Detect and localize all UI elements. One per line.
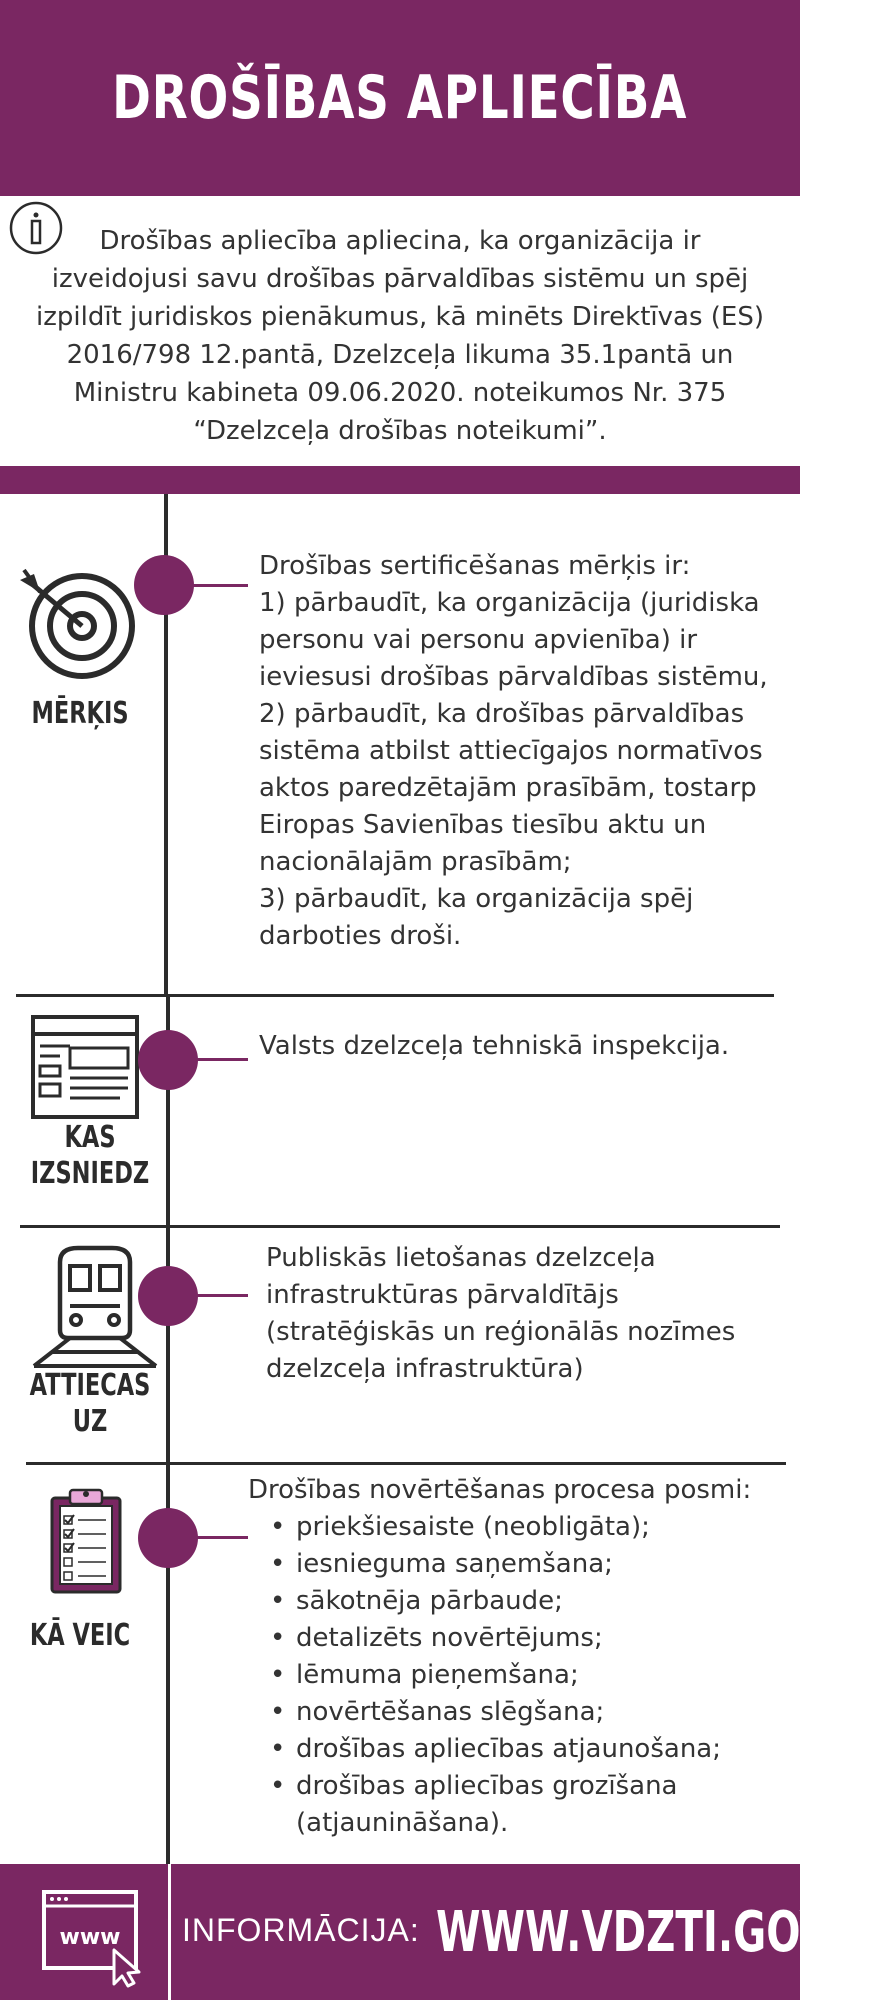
- section-label-attiecas-uz: [23, 1368, 158, 1440]
- section-label-merkis: MĒRĶIS: [31, 696, 129, 731]
- list-item: • novērtēšanas slēgšana;: [296, 1694, 788, 1731]
- timeline-connector: [196, 1294, 248, 1297]
- list-item-continuation: (atjaunināšana).: [296, 1808, 509, 1838]
- steps-list: [248, 1509, 788, 1805]
- clipboard-checklist-icon: [48, 1486, 124, 1596]
- intro-line: Drošības apliecība apliecina, ka organizācija ir: [99, 226, 701, 256]
- text-line: ieviesusi drošības pārvaldības sistēmu,: [259, 662, 768, 692]
- list-item: • lēmuma pieņemšana;: [296, 1657, 788, 1694]
- info-label: INFORMĀCIJA:: [182, 1912, 420, 1948]
- timeline-dot: [134, 555, 194, 615]
- text-line: personu vai personu apvienība) ir: [259, 625, 698, 655]
- text-line: 1) pārbaudīt, ka organizācija (juridiska: [259, 588, 760, 618]
- document-layout-icon: [30, 1014, 140, 1120]
- timeline-line: [166, 994, 170, 1864]
- steps-intro: Drošības novērtēšanas procesa posmi:: [248, 1475, 752, 1505]
- text-line: nacionālajām prasībām;: [259, 847, 572, 877]
- list-item: • drošības apliecības atjaunošana;: [296, 1731, 788, 1768]
- text-line: sistēma atbilst attiecīgajos normatīvos: [259, 736, 763, 766]
- timeline-connector: [196, 1058, 248, 1061]
- timeline-connector: [192, 584, 248, 587]
- website-link[interactable]: WWW.VDZTI.GOV.LV: [436, 1900, 892, 1965]
- intro-line: izveidojusi savu drošības pārvaldības sistēmu un spēj: [51, 264, 749, 294]
- section-label-kas-izsniedz: [23, 1120, 158, 1192]
- timeline-dot: [138, 1266, 198, 1326]
- header-banner: [0, 0, 800, 196]
- timeline-dot: [138, 1030, 198, 1090]
- section-label-ka-veic: KĀ VEIC: [29, 1618, 131, 1653]
- timeline-connector: [196, 1536, 248, 1539]
- intro-text: [30, 222, 770, 450]
- text-line: 2) pārbaudīt, ka drošības pārvaldības: [259, 699, 745, 729]
- footer-divider: [168, 1864, 171, 2000]
- section-text-attiecas-uz: [266, 1240, 786, 1388]
- list-item: • detalizēts novērtējums;: [296, 1620, 788, 1657]
- list-item: • priekšiesaiste (neobligāta);: [296, 1509, 788, 1546]
- footer: [0, 1864, 892, 2000]
- list-item: • drošības apliecības grozīšana: [296, 1768, 788, 1805]
- section-divider: [20, 1225, 780, 1228]
- text-line: aktos paredzētajām prasībām, tostarp: [259, 773, 757, 803]
- section-text-ka-veic: [248, 1472, 788, 1842]
- text-line: dzelzceļa infrastruktūra): [266, 1354, 584, 1384]
- intro-line: Ministru kabineta 09.06.2020. noteikumos Nr. 375: [73, 378, 727, 408]
- section-divider: [26, 1462, 786, 1465]
- label-line: KAS: [64, 1120, 116, 1155]
- section-text-kas-izsniedz: Valsts dzelzceļa tehniskā inspekcija.: [259, 1031, 730, 1061]
- section-divider: [16, 994, 774, 997]
- label-line: ATTIECAS: [29, 1368, 151, 1403]
- page-title: DROŠĪBAS APLIECĪBA: [112, 63, 688, 133]
- list-item: • iesnieguma saņemšana;: [296, 1546, 788, 1583]
- intro-line: izpildīt juridiskos pienākumus, kā minēts Direktīvas (ES): [36, 302, 764, 332]
- text-line: 3) pārbaudīt, ka organizācija spēj: [259, 884, 694, 914]
- text-line: darboties droši.: [259, 921, 462, 951]
- text-line: (stratēģiskās un reģionālās nozīmes: [266, 1317, 736, 1347]
- target-arrow-icon: [14, 566, 138, 682]
- text-line: Eiropas Savienības tiesību aktu un: [259, 810, 707, 840]
- label-line: UZ: [72, 1404, 108, 1439]
- list-item: • sākotnēja pārbaude;: [296, 1583, 788, 1620]
- text-line: Drošības sertificēšanas mērķis ir:: [259, 551, 691, 581]
- section-text-merkis: [259, 548, 789, 955]
- label-line: IZSNIEDZ: [30, 1156, 150, 1191]
- timeline-dot: [138, 1508, 198, 1568]
- divider-band: [0, 466, 800, 494]
- text-line: infrastruktūras pārvaldītājs: [266, 1280, 619, 1310]
- intro-line: 2016/798 12.pantā, Dzelzceļa likuma 35.1pantā un: [66, 340, 734, 370]
- intro-line: “Dzelzceļa drošības noteikumi”.: [193, 416, 607, 446]
- www-cursor-icon: [40, 1888, 150, 1988]
- www-text: www: [59, 1925, 121, 1950]
- text-line: Publiskās lietošanas dzelzceļa: [266, 1243, 656, 1273]
